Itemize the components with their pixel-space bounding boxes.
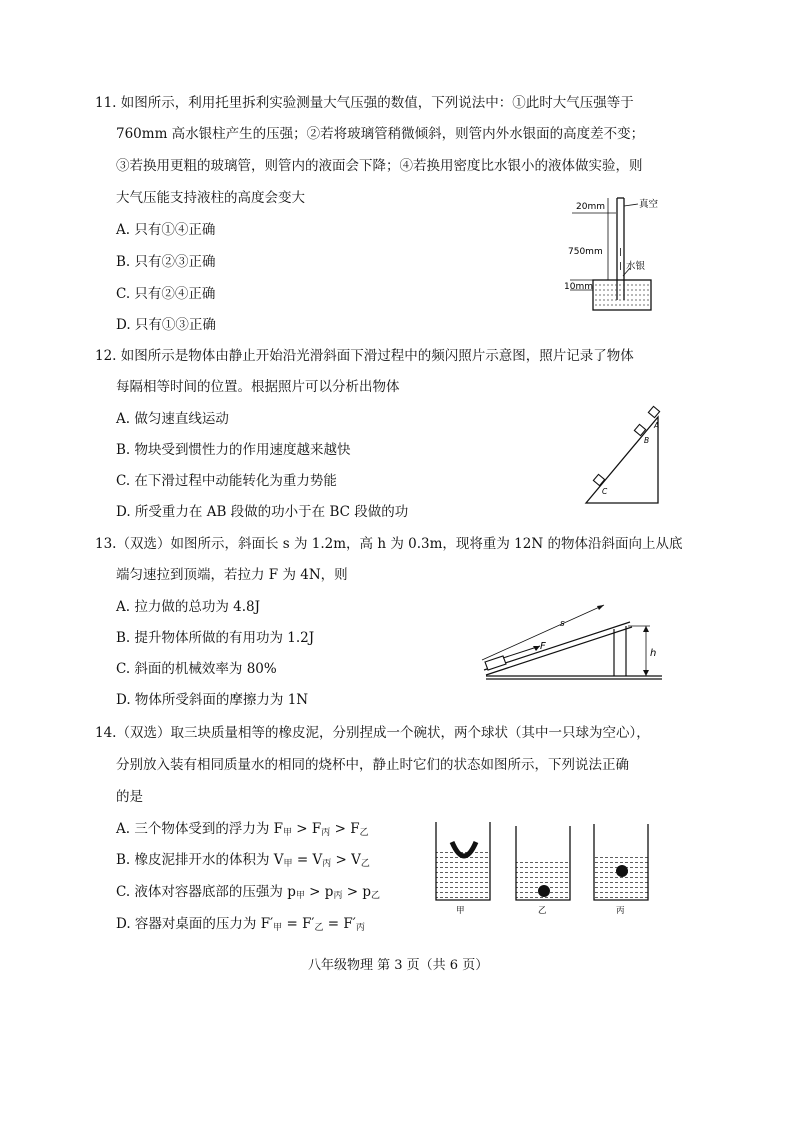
q14-stem-line-1: 14.（双选）取三块质量相等的橡皮泥，分别捏成一个碗状，两个球状（其中一只球为空心），: [95, 725, 650, 741]
option-text: = F′: [282, 916, 315, 932]
q14-stem-line-2: 分别放入装有相同质量水的相同的烧杯中，静止时它们的状态如图所示，下列说法正确: [116, 757, 629, 773]
subscript: 丙: [355, 923, 365, 933]
q14-option-a: [116, 823, 369, 838]
torricelli-label-750mm: 750mm: [568, 247, 603, 257]
beaker-label-jia: 甲: [456, 906, 465, 916]
q14-option-c: [116, 886, 380, 901]
q11-option-a: A. 只有①④正确: [116, 222, 216, 238]
option-text: B. 橡皮泥排开水的体积为 V: [116, 852, 284, 868]
q13-option-c: C. 斜面的机械效率为 80%: [116, 661, 277, 677]
incline-label-c: C: [602, 487, 608, 496]
incline-label-b: B: [644, 436, 650, 445]
subscript: 甲: [283, 859, 293, 869]
option-text: = V: [292, 852, 323, 868]
option-text: C. 液体对容器底部的压强为 p: [116, 884, 296, 900]
option-text: > V: [331, 852, 361, 868]
subscript: 乙: [359, 828, 369, 838]
subscript: 乙: [314, 923, 324, 933]
subscript: 乙: [371, 891, 381, 901]
incline-label-s: s: [560, 619, 565, 629]
incline-label-h: h: [650, 648, 657, 659]
subscript: 乙: [360, 859, 370, 869]
torricelli-label-mercury: 水银: [626, 261, 646, 272]
option-text: > F: [330, 821, 360, 837]
q14-stem-line-3: 的是: [116, 789, 143, 805]
q12-option-c: C. 在下滑过程中动能转化为重力势能: [116, 473, 337, 489]
incline-photo-figure: [580, 405, 670, 510]
option-text: > p: [304, 884, 334, 900]
q13-option-d: D. 物体所受斜面的摩擦力为 1N: [116, 692, 309, 708]
option-text: A. 三个物体受到的浮力为 F: [116, 821, 283, 837]
q11-stem-line-3: ③若换用更粗的玻璃管，则管内的液面会下降；④若换用密度比水银小的液体做实验，则: [116, 158, 643, 174]
torricelli-label-20mm: 20mm: [576, 202, 605, 212]
option-text: > p: [342, 884, 371, 900]
option-text: D. 容器对桌面的压力为 F′: [116, 916, 274, 932]
q12-stem-line-2: 每隔相等时间的位置。根据照片可以分析出物体: [116, 379, 400, 395]
q11-stem-line-2: 760mm 高水银柱产生的压强；②若将玻璃管稍微倾斜，则管内外水银面的高度差不变；: [116, 126, 645, 142]
beakers-figure: [430, 820, 670, 920]
torricelli-label-vacuum: 真空: [639, 199, 659, 210]
q14-option-b: [116, 854, 370, 869]
q11-option-b: B. 只有②③正确: [116, 254, 216, 270]
q13-option-b: B. 提升物体所做的有用功为 1.2J: [116, 630, 315, 646]
q11-stem-line-4: 大气压能支持液柱的高度会变大: [116, 190, 305, 206]
subscript: 甲: [273, 923, 283, 933]
subscript: 甲: [295, 891, 305, 901]
option-text: > F: [292, 821, 322, 837]
subscript: 丙: [322, 859, 332, 869]
option-text: = F′: [323, 916, 356, 932]
q12-stem-line-1: 12. 如图所示是物体由静止开始沿光滑斜面下滑过程中的频闪照片示意图，照片记录了物体: [95, 348, 634, 364]
q12-option-a: A. 做匀速直线运动: [116, 411, 229, 427]
torricelli-label-10mm: 10mm: [564, 282, 593, 292]
beaker-label-yi: 乙: [538, 906, 547, 916]
q14-option-d: [116, 918, 365, 933]
subscript: 丙: [321, 828, 331, 838]
page-footer: 八年级物理 第 3 页（共 6 页）: [308, 958, 489, 973]
subscript: 甲: [283, 828, 293, 838]
q11-option-d: D. 只有①③正确: [116, 317, 216, 333]
incline-label-f: F: [540, 641, 546, 652]
incline-pulling-figure: [478, 596, 668, 686]
beaker-label-bing: 丙: [616, 906, 625, 916]
q11-option-c: C. 只有②④正确: [116, 286, 216, 302]
q13-stem-line-1: 13.（双选）如图所示，斜面长 s 为 1.2m，高 h 为 0.3m，现将重为 12N 的物体沿斜面向上从底: [95, 536, 683, 552]
q12-option-d: D. 所受重力在 AB 段做的功小于在 BC 段做的功: [116, 504, 409, 520]
incline-label-a: A: [654, 421, 660, 430]
q12-option-b: B. 物块受到惯性力的作用速度越来越快: [116, 442, 351, 458]
torricelli-figure: [560, 188, 710, 318]
q13-stem-line-2: 端匀速拉到顶端，若拉力 F 为 4N，则: [116, 567, 348, 583]
q11-stem-line-1: 11. 如图所示，利用托里拆利实验测量大气压强的数值，下列说法中：①此时大气压强等于: [95, 95, 634, 111]
q13-option-a: A. 拉力做的总功为 4.8J: [116, 599, 261, 615]
subscript: 丙: [333, 891, 343, 901]
